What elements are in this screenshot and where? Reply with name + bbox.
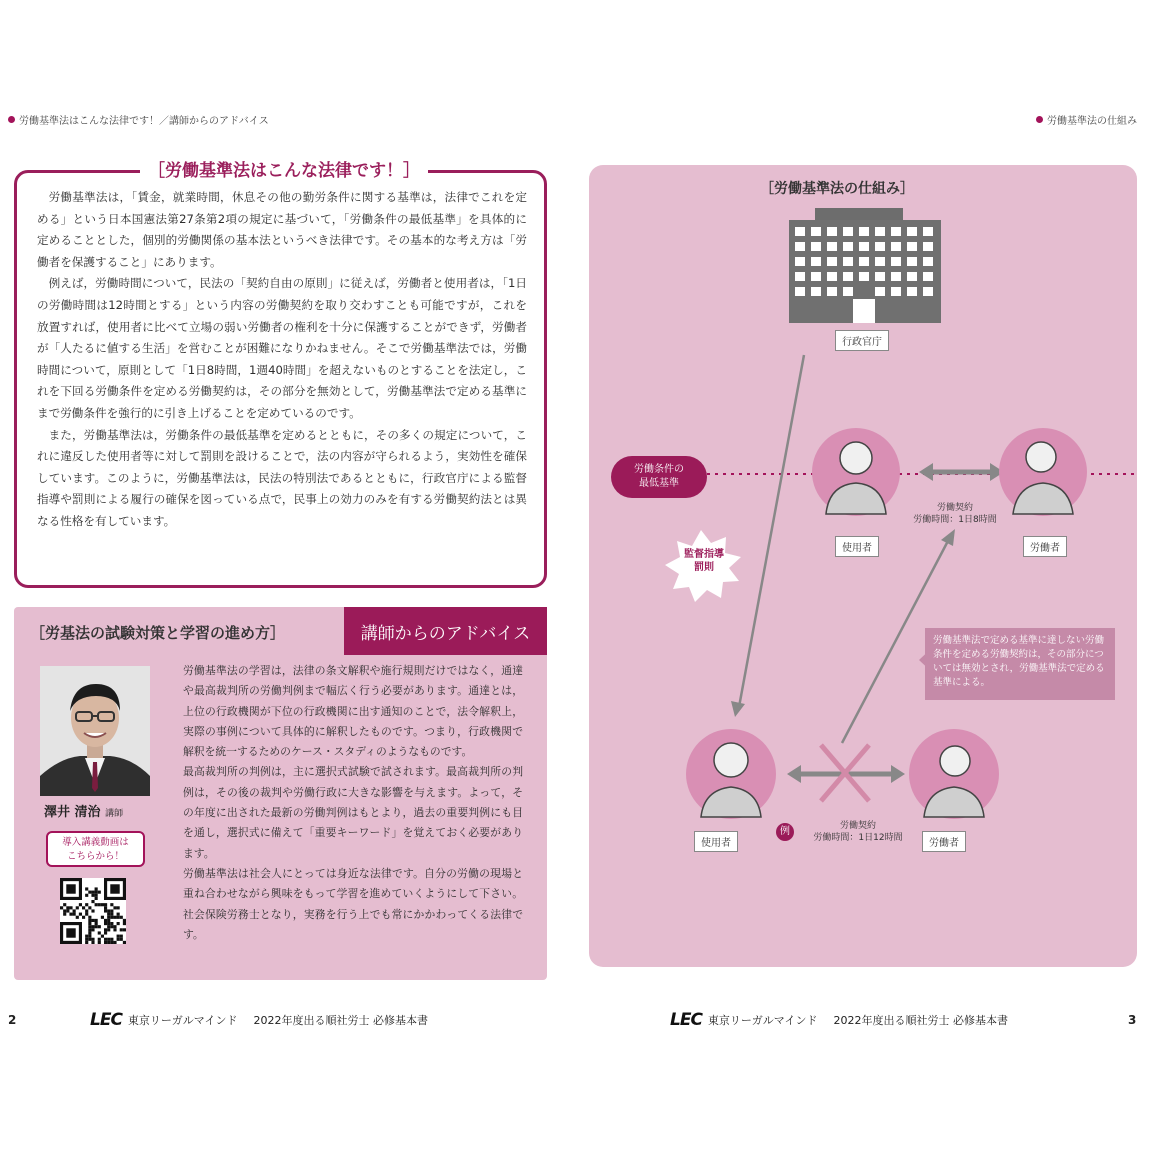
diagram-graphics <box>589 165 1137 967</box>
teacher-photo <box>40 666 150 796</box>
bullet-icon <box>8 116 15 123</box>
contract-label: 労働契約 <box>839 821 876 831</box>
law-overview-text <box>37 187 527 533</box>
advice-tab: 講師からのアドバイス <box>344 607 547 655</box>
government-label: 行政官庁 <box>835 330 889 351</box>
invalid-contract-note: 労働基準法で定める基準に達しない労働条件を定める労働契約は，その部分については無効とされ，労働基準法で定める基準による。 <box>925 628 1115 700</box>
working-hours: 労働時間：1日8時間 <box>913 515 997 525</box>
teacher-suffix: 講師 <box>105 809 124 819</box>
min-condition-label <box>611 456 707 498</box>
paragraph: 例えば，労働時間について，民法の「契約自由の原則」に従えば，労働者と使用者は，「1日の労働時間は12時間とする」という内容の労働契約を取り交わすことも可能ですが，これを放置すれば，使用者に比べて立場の弱い労働者の権利を十分に保護することができず，労働者が「人たるに値する生活」を営むことが困難になりかねません。そこで労働基準法では，労働時間について，原則として「1日8時間，1週40時間」を超えないものとすることを法定し，これを下回る労働条件を定める労働契約は，その部分を無効として，労働基準法で定める基準にまで労働条件を強行的に引き上げることを定めているのです。 <box>37 276 527 420</box>
paragraph: 労働基準法は社会人にとっては身近な法律です。自分の労働の現場と重ね合わせながら興味をもって学習を進めていくようにして下さい。社会保険労務士となり，実務を行う上でも常にかかわってくる法律です。 <box>183 866 523 941</box>
worker-bottom-label: 労働者 <box>922 831 966 852</box>
supervision-arrow <box>739 355 804 707</box>
page-number-right: 3 <box>1128 1013 1137 1027</box>
right-page-header <box>1036 112 1137 127</box>
bullet-icon <box>1036 116 1043 123</box>
top-contract-text <box>895 502 1015 526</box>
left-header-text: 労働基準法はこんな法律です！／講師からのアドバイス <box>19 116 269 127</box>
paragraph: 最高裁判所の判例は，主に選択式試験で試されます。最高裁判所の判例は，その後の裁判や労働行政に大きな影響を与えます。よって，その年度に出された最新の労働判例はもとより，過去の重要判例にも目を通し，選択式に備えて「重要キーワード」を覚えておく必要があります。 <box>183 765 523 860</box>
paragraph: 労働基準法の学習は，法律の条文解釈や施行規則だけではなく，通達や最高裁判所の労働判例まで幅広く行う必要があります。通達とは，上位の行政機関が下位の行政機関に出す通知のことで，法令解釈上，実際の事例について具体的に解釈したものです。つまり，行政機関で解釈を統一するためのケース・スタディのようなものです。 <box>183 664 523 759</box>
intro-video-bubble[interactable] <box>46 831 145 867</box>
working-hours: 労働時間：1日12時間 <box>813 833 903 843</box>
contract-label: 労働契約 <box>936 503 973 513</box>
paragraph: また，労働基準法は，労働条件の最低基準を定めるとともに，その多くの規定について，これに違反した使用者等に対して罰則を設けることで，法の内容が守られるよう，実効性を確保しています。このように，労働基準法は，民法の特別法であるとともに，行政官庁による監督指導や罰則による履行の確保を図っている点で，民事上の効力のみを有する労働契約法とは異なる性格を有しています。 <box>37 427 527 528</box>
bottom-contract-text <box>798 820 918 844</box>
book-title: 2022年度出る順社労士 必修基本書 <box>253 1014 428 1027</box>
right-header-text: 労働基準法の仕組み <box>1047 116 1137 127</box>
intro-video-text: 導入講義動画は こちらから！ <box>62 837 129 862</box>
diagram-title: ［労働基準法の仕組み］ <box>760 181 914 197</box>
law-overview-box <box>14 170 547 588</box>
lec-logo: LEC <box>90 1010 122 1030</box>
study-advice-title: ［労基法の試験対策と学習の進め方］ <box>30 624 286 642</box>
company-name: 東京リーガルマインド <box>127 1014 238 1027</box>
supervision-label: 監督指導 罰則 <box>684 549 724 573</box>
page-number-left: 2 <box>8 1013 17 1027</box>
teacher-name-text: 澤井 清治 <box>44 805 101 820</box>
teacher-name <box>44 801 123 820</box>
government-building-icon <box>789 208 941 323</box>
study-advice-text <box>183 661 523 945</box>
employer-bottom-label: 使用者 <box>694 831 738 852</box>
min-condition-text: 労働条件の 最低基準 <box>634 464 684 489</box>
worker-top-label: 労働者 <box>1023 536 1067 557</box>
employer-top-label: 使用者 <box>835 536 879 557</box>
paragraph: 労働基準法は，「賃金，就業時間，休息その他の勤労条件に関する基準は，法律でこれを定める」という日本国憲法第27条第2項の規定に基づいて，「労働条件の最低基準」を具体的に定めることとした，個別的労働関係の基本法というべき法律です。その基本的な考え方は「労働者を保護すること」にあります。 <box>37 190 527 269</box>
qr-code[interactable] <box>60 878 126 944</box>
footer-left <box>90 1010 428 1030</box>
company-name: 東京リーガルマインド <box>707 1014 818 1027</box>
left-page-header <box>8 112 269 127</box>
book-title: 2022年度出る順社労士 必修基本書 <box>833 1014 1008 1027</box>
footer-right <box>670 1010 1008 1030</box>
law-overview-title: ［労働基準法はこんな法律です！］ <box>140 156 428 181</box>
lec-logo: LEC <box>670 1010 702 1030</box>
example-badge: 例 <box>776 823 794 841</box>
